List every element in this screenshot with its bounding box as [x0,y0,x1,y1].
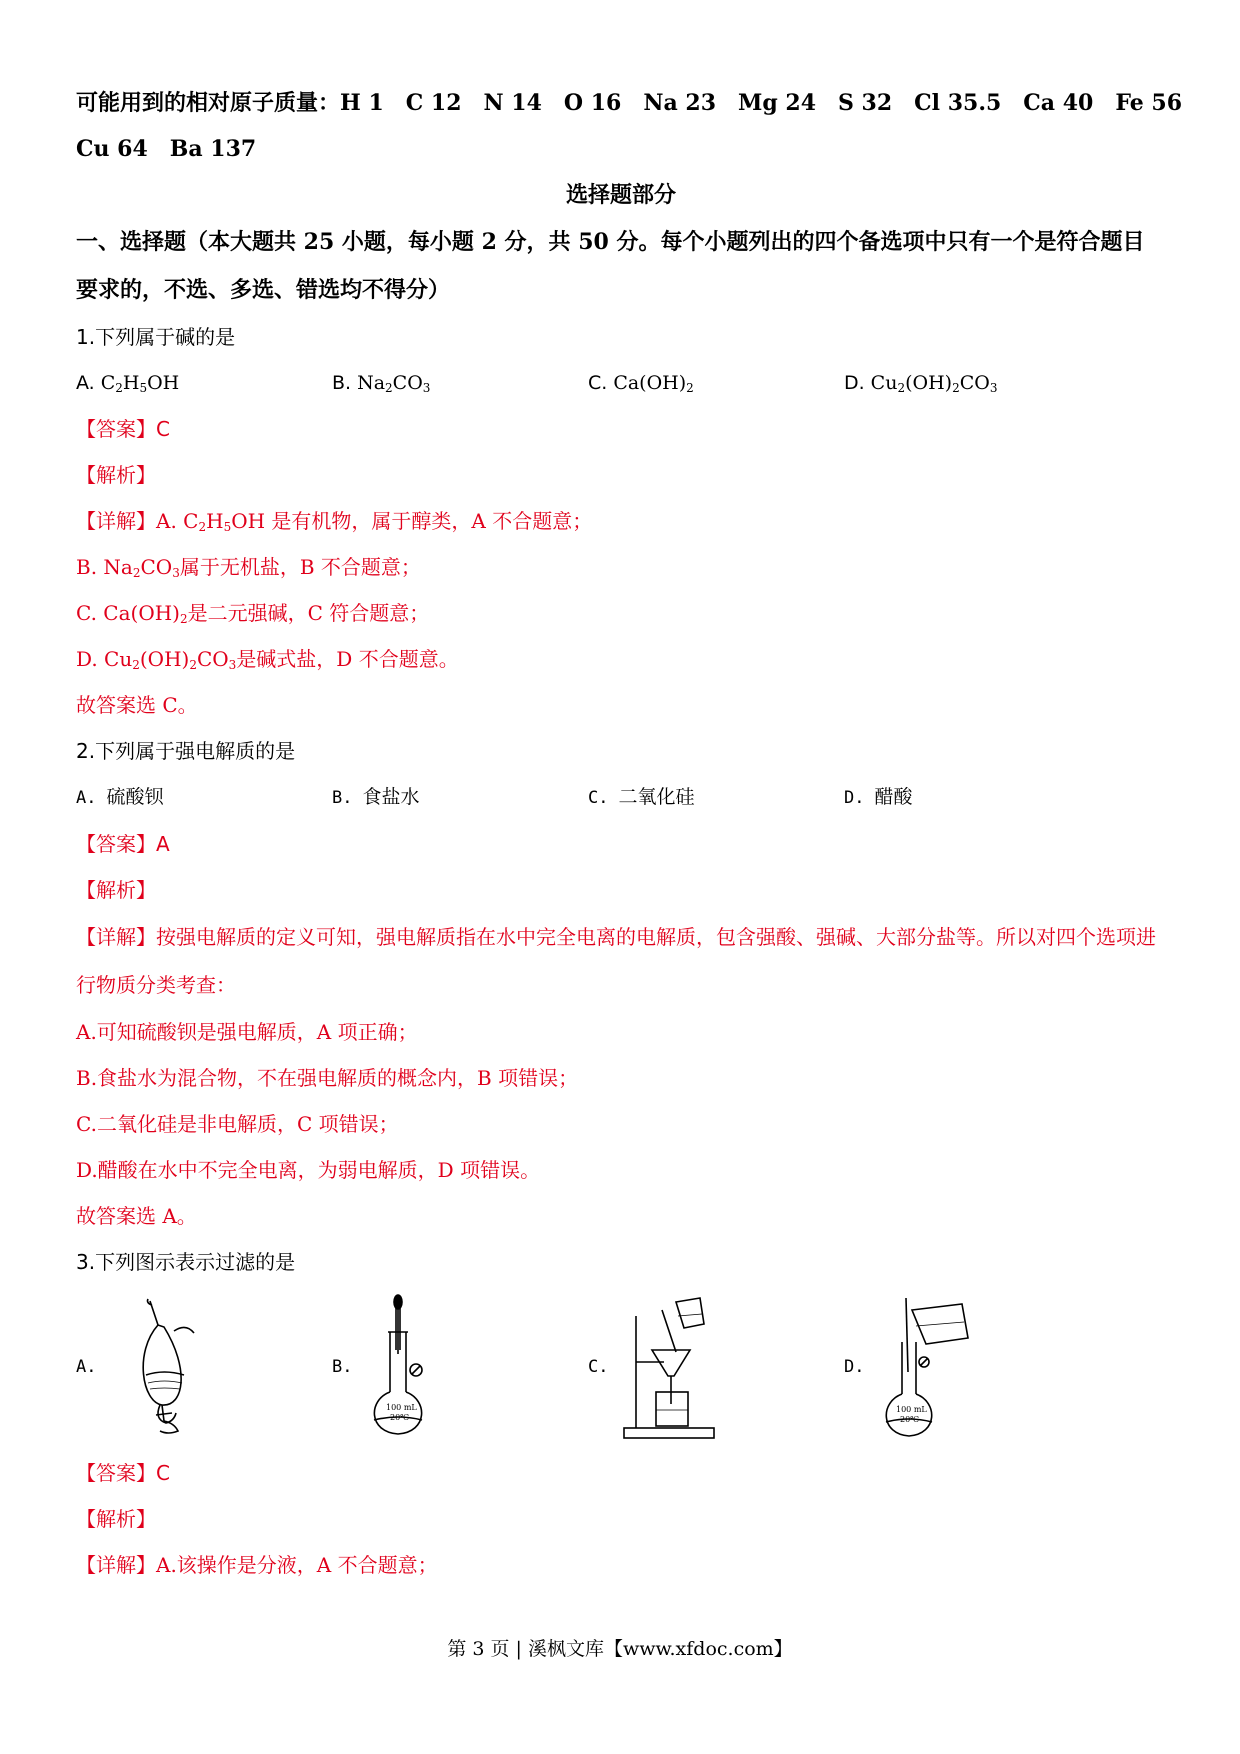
q1-option-b: B. $Na_2CO_3$ [332,372,431,395]
q1-analysis-label: 【解析】 [76,463,156,487]
q2-option-b: B. 食盐水 [332,786,420,808]
q1-option-a: A. $C_2H_5OH$ [76,372,180,395]
flask-d-volume-label: 100 mL [896,1404,928,1414]
q2-conclusion: 故答案选 A。 [76,1204,197,1228]
question-1-text: 下列属于碱的是 [95,325,236,349]
question-1-stem [76,314,1166,360]
q2-analysis-label: 【解析】 [76,878,156,902]
q1-detail-b: B. $Na_2CO_3$属于无机盐，B 不合题意； [76,555,421,580]
section-title: 选择题部分 [565,182,676,208]
question-3-figures [76,1289,1166,1444]
filtration-setup-figure [616,1292,726,1442]
page-footer: 第 3 页 | 溪枫文库【www.xfdoc.com】 [447,1638,793,1660]
question-2-stem: 2.下列属于强电解质的是 [76,739,296,763]
q1-answer: 【答案】C [76,417,170,441]
q2-detail-d: D.醋酸在水中不完全电离，为弱电解质，D 项错误。 [76,1158,541,1182]
question-1-options [76,360,1166,406]
q3-option-b: B. 100 mL 20℃ [332,1292,588,1442]
question-3-stem: 3.下列图示表示过滤的是 [76,1250,296,1274]
volumetric-flask-dropper-figure [360,1292,460,1442]
q2-option-d: D. 醋酸 [844,786,913,808]
q2-detail-c: C.二氧化硅是非电解质，C 项错误； [76,1112,399,1136]
section-instructions: 一、选择题（本大题共 25 小题，每小题 2 分，共 50 分。每个小题列出的四个备选项中只有一个是符合题目要求的，不选、多选、错选均不得分） [76,229,1145,303]
q3-option-a: A. [76,1297,332,1437]
q1-detail-d: D. $Cu_2(OH)_2CO_3$是碱式盐，D 不合题意。 [76,647,459,672]
q2-detail-b: B.食盐水为混合物，不在强电解质的概念内，B 项错误； [76,1066,579,1090]
q1-detail-a: 【详解】A. $C_2H_5OH$ 是有机物，属于醇类，A 不合题意； [76,509,593,534]
q1-detail-c: C. $Ca(OH)_2$是二元强碱，C 符合题意； [76,601,430,626]
q1-option-d: D. $Cu_2(OH)_2CO_3$ [844,372,998,395]
question-2-options [76,774,1166,821]
separatory-funnel-figure [104,1297,214,1437]
atomic-mass-line-1: 可能用到的相对原子质量：H 1 C 12 N 14 O 16 Na 23 Mg 24 S 32 Cl 35.5 Ca 40 Fe 56 [76,90,1183,116]
q1-option-c: C. $Ca(OH)_2$ [588,372,694,395]
volumetric-flask-pouring-figure [872,1292,982,1442]
q1-conclusion: 故答案选 C。 [76,693,198,717]
q2-detail: 【详解】按强电解质的定义可知，强电解质指在水中完全电离的电解质，包含强酸、强碱、大部分盐等。所以对四个选项进行物质分类考查： [76,925,1156,997]
atomic-mass-line-2: Cu 64 Ba 137 [76,136,257,162]
flask-d-temp-label: 20℃ [900,1414,920,1424]
q2-option-c: C. 二氧化硅 [588,786,695,808]
q3-option-c: C. [588,1292,844,1442]
document-page [76,80,1183,1588]
q3-detail-a: 【详解】A.该操作是分液，A 不合题意； [76,1553,438,1577]
flask-volume-label: 100 mL [386,1402,418,1412]
q2-option-a: A. 硫酸钡 [76,786,164,808]
flask-temp-label: 20℃ [390,1412,410,1422]
q2-detail-a: A.可知硫酸钡是强电解质，A 项正确； [76,1020,418,1044]
q3-analysis-label: 【解析】 [76,1507,156,1531]
q2-answer: 【答案】A [76,832,170,856]
q3-option-d: D. 100 mL 20℃ [844,1292,1100,1442]
q3-answer: 【答案】C [76,1461,170,1485]
question-1-number: 1. [76,325,96,349]
